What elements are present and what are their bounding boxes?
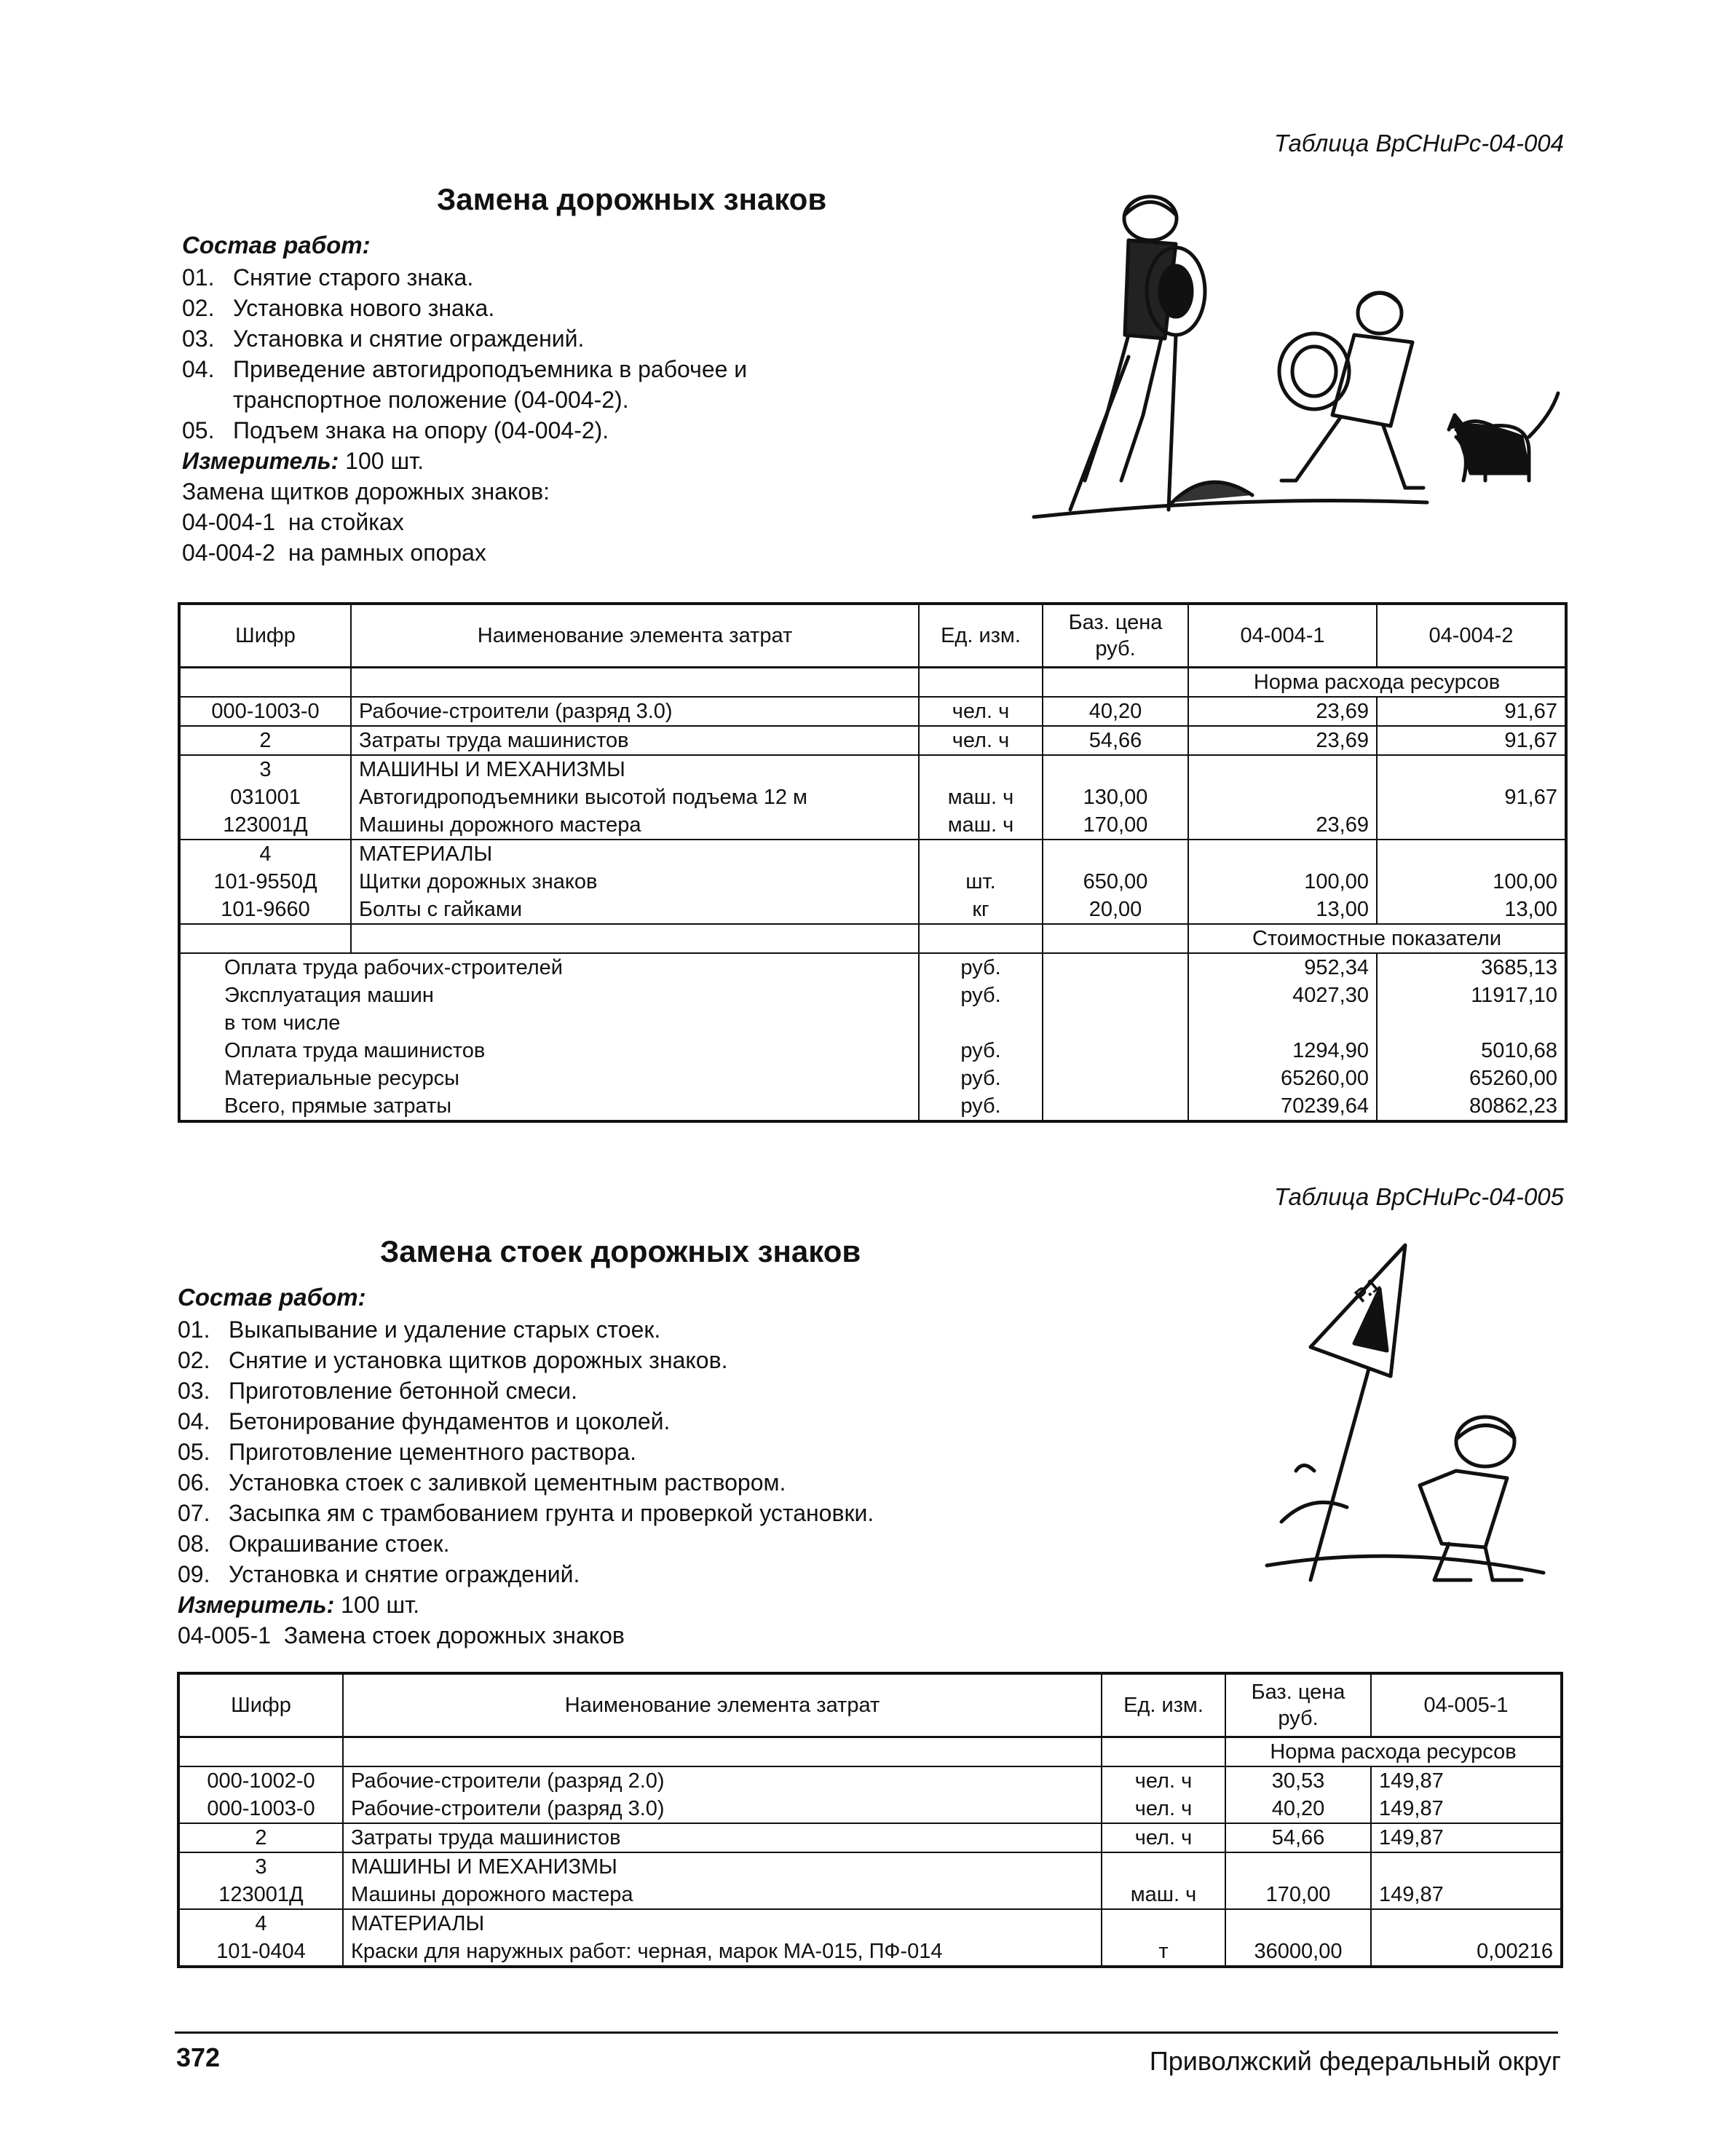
table-row: 123001Д Машины дорожного мастера маш. ч 170,00 23,69 — [179, 811, 1566, 840]
header-code: Шифр — [178, 1673, 343, 1737]
meter-04-004: Измеритель: 100 шт. — [182, 448, 424, 474]
page-number: 372 — [176, 2042, 221, 2072]
variant-04-004-2: 04-004-2 на рамных опорах — [182, 540, 486, 566]
work-item: 01. Снятие старого знака. — [182, 264, 474, 291]
norm-label: Норма расхода ресурсов — [1225, 1737, 1562, 1767]
work-list-04-005 — [178, 1314, 1051, 1590]
cost-band-row — [179, 924, 1566, 953]
table-code-04-005: Таблица ВрСНиРс-04-005 — [1274, 1183, 1564, 1210]
meter-04-005: Измеритель: 100 шт. — [178, 1592, 420, 1618]
header-name: Наименование элемента затрат — [343, 1673, 1102, 1737]
header-col-04-004-2: 04-004-2 — [1377, 604, 1566, 668]
cost-table-04-004 — [178, 602, 1568, 1123]
variant-04-004-1: 04-004-1 на стойках — [182, 509, 404, 535]
norm-band-row — [178, 1737, 1562, 1767]
section-title-04-005: Замена стоек дорожных знаков — [380, 1234, 861, 1268]
work-item: 08. Окрашивание стоек. — [178, 1531, 450, 1557]
workers-road-sign-illustration — [1019, 175, 1573, 553]
work-item: 04. Бетонирование фундаментов и цоколей. — [178, 1408, 671, 1434]
group-row-machines: 3 МАШИНЫ И МЕХАНИЗМЫ — [178, 1852, 1562, 1881]
work-item: 07. Засыпка ям с трамбованием грунта и проверкой установки. — [178, 1500, 874, 1526]
header-col-04-005-1: 04-005-1 — [1371, 1673, 1562, 1737]
norm-band-row — [179, 668, 1566, 698]
header-price: Баз. цена руб. — [1225, 1673, 1371, 1737]
table-row: 2 Затраты труда машинистов чел. ч 54,66 149,87 — [178, 1823, 1562, 1852]
footer-rule — [175, 2031, 1558, 2034]
work-item: 04. Приведение автогидроподъемника в рабочее и транспортное положение (04-004-2). — [182, 356, 748, 413]
cost-row: Всего, прямые затраты руб. 70239,64 80862,23 — [179, 1092, 1566, 1121]
work-item: 03. Приготовление бетонной смеси. — [178, 1378, 578, 1404]
group-row-materials: 4 МАТЕРИАЛЫ — [178, 1909, 1562, 1938]
group-row-machines: 3 МАШИНЫ И МЕХАНИЗМЫ — [179, 755, 1566, 783]
variant-04-005-1: 04-005-1 Замена стоек дорожных знаков — [178, 1622, 625, 1648]
header-col-04-004-1: 04-004-1 — [1188, 604, 1377, 668]
table-row: 101-9550Д Щитки дорожных знаков шт. 650,00 100,00 100,00 — [179, 868, 1566, 896]
header-code: Шифр — [179, 604, 351, 668]
table-row: 031001 Автогидроподъемники высотой подъема 12 м маш. ч 130,00 91,67 — [179, 783, 1566, 811]
cost-row: Эксплуатация машин руб. 4027,30 11917,10 — [179, 982, 1566, 1009]
table-row: 101-0404 Краски для наружных работ: черная, марок МА-015, ПФ-014 т 36000,00 0,00216 — [178, 1938, 1562, 1967]
section-title-04-004: Замена дорожных знаков — [437, 182, 827, 216]
composition-label-04-005: Состав работ: — [178, 1284, 366, 1311]
sign-letters: Р.1 — [1350, 1274, 1384, 1307]
header-unit: Ед. изм. — [1102, 1673, 1225, 1737]
work-list-04-004 — [182, 262, 823, 446]
table-row: 101-9660 Болты с гайками кг 20,00 13,00 13,00 — [179, 896, 1566, 924]
work-item: 05. Приготовление цементного раствора. — [178, 1439, 636, 1465]
group-row-materials: 4 МАТЕРИАЛЫ — [179, 840, 1566, 868]
cost-row: Оплата труда машинистов руб. 1294,90 5010,68 — [179, 1037, 1566, 1065]
table-row: 123001Д Машины дорожного мастера маш. ч 170,00 149,87 — [178, 1881, 1562, 1909]
table-row: 000-1002-0 Рабочие-строители (разряд 2.0) чел. ч 30,53 149,87 — [178, 1766, 1562, 1795]
cost-row: Материальные ресурсы руб. 65260,00 65260,00 — [179, 1065, 1566, 1092]
table-row: 000-1003-0 Рабочие-строители (разряд 3.0) чел. ч 40,20 149,87 — [178, 1795, 1562, 1823]
table-code-04-004: Таблица ВрСНиРс-04-004 — [1274, 130, 1564, 157]
header-name: Наименование элемента затрат — [351, 604, 919, 668]
subtitle-04-004: Замена щитков дорожных знаков: — [182, 478, 550, 505]
work-item: 02. Снятие и установка щитков дорожных знаков. — [178, 1347, 728, 1373]
worker-sign-post-illustration — [1252, 1238, 1558, 1602]
cost-label: Стоимостные показатели — [1188, 924, 1566, 953]
header-price: Баз. цена руб. — [1043, 604, 1188, 668]
composition-label-04-004: Состав работ: — [182, 232, 371, 258]
cost-row: Оплата труда рабочих-строителей руб. 952,34 3685,13 — [179, 953, 1566, 982]
work-item: 05. Подъем знака на опору (04-004-2). — [182, 417, 609, 443]
work-item: 02. Установка нового знака. — [182, 295, 495, 321]
norm-label: Норма расхода ресурсов — [1188, 668, 1566, 698]
work-item: 06. Установка стоек с заливкой цементным раствором. — [178, 1469, 786, 1496]
work-item: 03. Установка и снятие ограждений. — [182, 325, 585, 352]
work-item: 01. Выкапывание и удаление старых стоек. — [178, 1316, 661, 1343]
cost-table-04-005 — [177, 1672, 1563, 1968]
table-row: 000-1003-0 Рабочие-строители (разряд 3.0) чел. ч 40,20 23,69 91,67 — [179, 697, 1566, 726]
table-row: 2 Затраты труда машинистов чел. ч 54,66 23,69 91,67 — [179, 726, 1566, 755]
cost-row: в том числе — [179, 1009, 1566, 1037]
footer-region: Приволжский федеральный округ — [1149, 2046, 1561, 2076]
header-unit: Ед. изм. — [919, 604, 1043, 668]
work-item: 09. Установка и снятие ограждений. — [178, 1561, 580, 1587]
